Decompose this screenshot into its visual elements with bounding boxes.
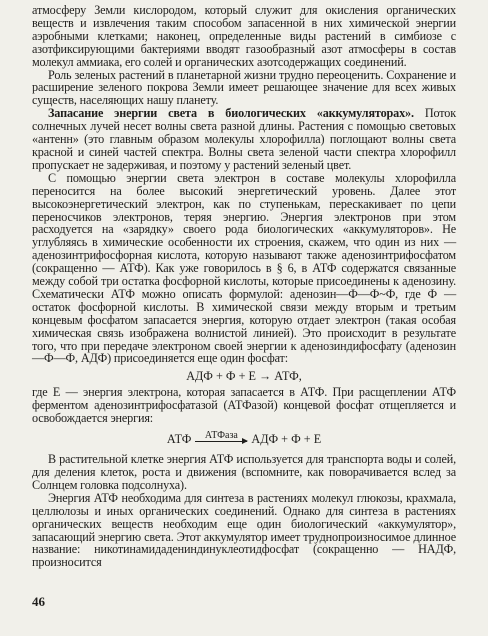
paragraph-light-energy <box>32 107 456 172</box>
arrow-right-icon <box>195 441 247 442</box>
formula-atp-synthesis: АДФ + Ф + E → АТФ, <box>186 369 302 384</box>
enzyme-label: АТФаза <box>204 430 238 442</box>
paragraph-nadp: Энергия АТФ необходима для синтеза в растениях молекул глюкозы, крахмала, целлюлозы и иных органических соединений. Однако для синтеза в растениях органических веществ необходим еще один биологический «аккумулятор», запасающий энергию света. Этот аккумулятор имеет труднопроизносимое длинное название: никотинамидадениндинуклеотидфосфат (сокращенно — НАДФ, произносится <box>32 490 456 570</box>
section-heading: Запасание энергии света в биологических «аккумуляторах». <box>48 106 414 121</box>
paragraph-atp-hydrolysis: где E — энергия электрона, которая запасается в АТФ. При расщеплении АТФ ферментом аденозинтрифосфатазой (АТФазой) концевой фосфат отщепляется и освобождается энергия: <box>32 385 456 426</box>
formula-atp-hydrolysis <box>32 431 456 447</box>
formula-right: АДФ + Ф + E <box>251 432 322 447</box>
paragraph-electron-atp: С помощью энергии света электрон в составе молекулы хлорофилла переносится на более высокий энергетический уровень. Далее этот высокоэнергетический электрон, как по ступенькам, перескакивает по цепи переносчиков электронов, теряя энергию. Энергия электронов при этом расходуется на «зарядку» своего рода биологических «аккумуляторов». Не углубляясь в химические особенности их строения, скажем, что один из них — аденозинтрифосфорная кислота, которую называют также аденозинтрифосфатом (сокращенно — АТФ). Как уже говорилось в § 6, в АТФ содержатся связанные между собой три остатка фосфорной кислоты, которые присоединены к аденозину. Схематически АТФ можно описать формулой: аденозин—Ф—Ф~Ф, где Ф — остаток фосфорной кислоты. В химической связи между вторым и третьим концевым фосфатом запасается энергия, которую отдает электрон (такая особая химическая связь изображена волнистой линией). Это происходит в результате того, что при передаче электроном своей энергии к аденозиндифосфату (аденозин—Ф—Ф, АДФ) присоединяется еще один фосфат: <box>32 170 456 366</box>
reaction-arrow <box>195 431 247 447</box>
page-number: 46 <box>32 594 45 609</box>
paragraph-atp-uses: В растительной клетке энергия АТФ используется для транспорта воды и солей, для деления клеток, роста и движения (вспомните, как поворачивается вслед за Солнцем головка подсолнуха). <box>32 452 456 492</box>
formula-left: АТФ <box>166 432 192 447</box>
paragraph-green-plants-role: Роль зеленых растений в планетарной жизни трудно переоценить. Сохранение и расширение зеленого покрова Земли имеет решающее значение для всех живых существ, населяющих нашу планету. <box>32 67 456 108</box>
paragraph-oxygen-nitrogen: атмосферу Земли кислородом, который служит для окисления органических веществ и извлечения таким способом запасенной в них химической энергии аэробными клетками; наконец, определенные виды растений в симбиозе с азотфиксирующими бактериями вводят газообразный азот атмосферы в состав молекул аммиака, его солей и органических азотсодержащих соединений. <box>32 3 456 69</box>
section-heading-body: Поток солнечных лучей несет волны света разной длины. Растения с помощью световых «антенн» (это главным образом молекулы хлорофилла) поглощают волны света красной и синей частей спектра. Волны света зеленой части спектра хлорофилл пропускает не задерживая, и поэтому у растений зеленый цвет. <box>32 106 456 172</box>
